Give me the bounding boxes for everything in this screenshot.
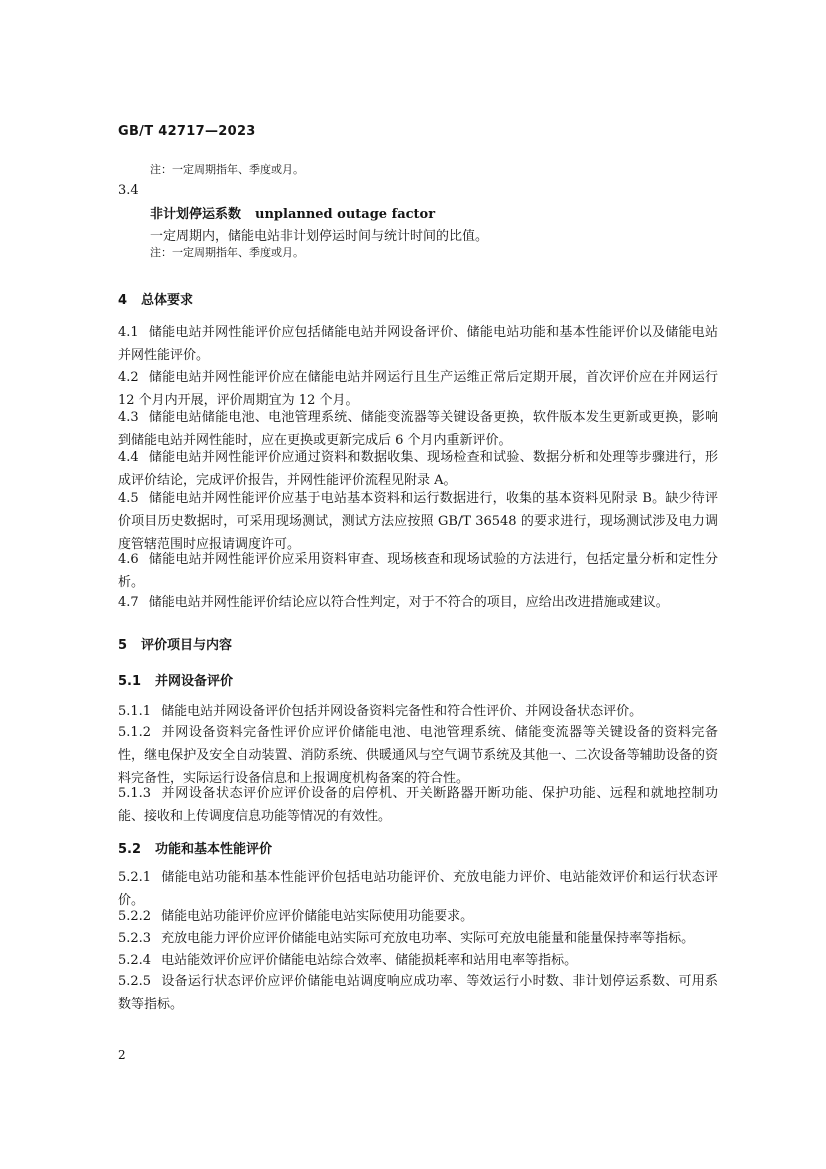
term-number: 3.4 [118, 183, 139, 198]
clause-5-1-3: 5.1.3 并网设备状态评价应评价设备的启停机、开关断路器开断功能、保护功能、远程和就地控制功能、接收和上传调度信息功能等情况的有效性。 [118, 786, 718, 824]
term-heading [150, 203, 435, 222]
section-5-1-heading: 5.1 并网设备评价 [118, 674, 234, 689]
clause-4-7: 4.7 储能电站并网性能评价结论应以符合性判定，对于不符合的项目，应给出改进措施或建议。 [118, 595, 669, 610]
clause-4-4: 4.4 储能电站并网性能评价应通过资料和数据收集、现场检查和试验、数据分析和处理等步骤进行，形成评价结论，完成评价报告，并网性能评价流程见附录 A。 [118, 450, 718, 488]
clause-4-6: 4.6 储能电站并网性能评价应采用资料审查、现场核查和现场试验的方法进行，包括定量分析和定性分析。 [118, 552, 718, 590]
document-id: GB/T 42717—2023 [118, 124, 256, 139]
term-en: unplanned outage factor [255, 207, 436, 222]
section-4-heading: 4 总体要求 [118, 293, 194, 308]
clause-4-3: 4.3 储能电站储能电池、电池管理系统、储能变流器等关键设备更换，软件版本发生更新或更换，影响到储能电站并网性能时，应在更换或更新完成后 6 个月内重新评价。 [118, 410, 718, 448]
clause-5-1-2: 5.1.2 并网设备资料完备性评价应评价储能电池、电池管理系统、储能变流器等关键设备的资料完备性，继电保护及安全自动装置、消防系统、供暖通风与空气调节系统及其他一、二次设备等辅助设备的资料完备性，实际运行设备信息和上报调度机构备案的符合性。 [118, 725, 718, 786]
clause-5-1-1: 5.1.1 储能电站并网设备评价包括并网设备资料完备性和符合性评价、并网设备状态评价。 [118, 704, 643, 719]
clause-4-5: 4.5 储能电站并网性能评价应基于电站基本资料和运行数据进行，收集的基本资料见附录 B。缺少待评价项目历史数据时，可采用现场测试，测试方法应按照 GB/T 36548 的要求进行，现场测试涉及电力调度管辖范围时应报请调度许可。 [118, 491, 718, 552]
clause-5-2-4: 5.2.4 电站能效评价应评价储能电站综合效率、储能损耗率和站用电率等指标。 [118, 953, 578, 968]
note-2: 注：一定周期指年、季度或月。 [150, 246, 304, 259]
clause-5-2-5: 5.2.5 设备运行状态评价应评价储能电站调度响应成功率、等效运行小时数、非计划停运系数、可用系数等指标。 [118, 974, 718, 1012]
clause-4-2: 4.2 储能电站并网性能评价应在储能电站并网运行且生产运维正常后定期开展，首次评价应在并网运行 12 个月内开展，评价周期宜为 12 个月。 [118, 370, 718, 408]
clause-5-2-3: 5.2.3 充放电能力评价应评价储能电站实际可充放电功率、实际可充放电能量和能量保持率等指标。 [118, 931, 695, 946]
section-5-heading: 5 评价项目与内容 [118, 638, 233, 653]
term-definition: 一定周期内，储能电站非计划停运时间与统计时间的比值。 [150, 229, 489, 244]
clause-5-2-1: 5.2.1 储能电站功能和基本性能评价包括电站功能评价、充放电能力评价、电站能效评价和运行状态评价。 [118, 870, 718, 908]
clause-5-2-2: 5.2.2 储能电站功能评价应评价储能电站实际使用功能要求。 [118, 909, 474, 924]
term-cn: 非计划停运系数 [150, 207, 242, 222]
note-1: 注：一定周期指年、季度或月。 [150, 163, 304, 176]
page-number: 2 [118, 1048, 126, 1062]
section-5-2-heading: 5.2 功能和基本性能评价 [118, 842, 273, 857]
clause-4-1: 4.1 储能电站并网性能评价应包括储能电站并网设备评价、储能电站功能和基本性能评价以及储能电站并网性能评价。 [118, 325, 718, 363]
